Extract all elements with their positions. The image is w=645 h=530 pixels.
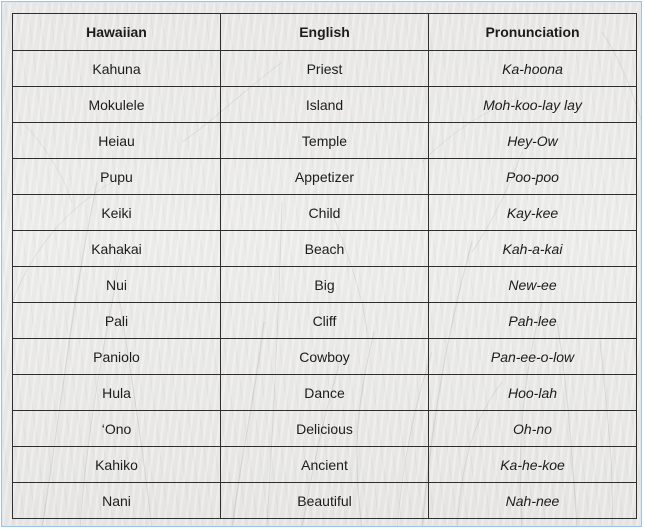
table-row [13, 231, 637, 267]
hawaiian-word: Keiki [13, 195, 221, 231]
pronunciation: Ka-hoona [429, 51, 637, 87]
table-row [13, 375, 637, 411]
hawaiian-word: Pupu [13, 159, 221, 195]
english-word: Temple [221, 123, 429, 159]
pronunciation: Nah-nee [429, 483, 637, 519]
english-word: Appetizer [221, 159, 429, 195]
hawaiian-word: Kahakai [13, 231, 221, 267]
pronunciation: Moh-koo-lay lay [429, 87, 637, 123]
hawaiian-word: Paniolo [13, 339, 221, 375]
english-word: Priest [221, 51, 429, 87]
table-header-row [13, 14, 637, 51]
table-row [13, 483, 637, 519]
hawaiian-word: Pali [13, 303, 221, 339]
pronunciation: Oh-no [429, 411, 637, 447]
hawaiian-word: Heiau [13, 123, 221, 159]
pronunciation: Hey-Ow [429, 123, 637, 159]
english-word: Beautiful [221, 483, 429, 519]
hawaiian-word: Kahuna [13, 51, 221, 87]
pronunciation: Kay-kee [429, 195, 637, 231]
table-row [13, 123, 637, 159]
english-word: Island [221, 87, 429, 123]
table-row [13, 159, 637, 195]
english-word: Cowboy [221, 339, 429, 375]
column-header-english: English [221, 14, 429, 51]
column-header-pronunciation: Pronunciation [429, 14, 637, 51]
english-word: Delicious [221, 411, 429, 447]
pronunciation: Hoo-lah [429, 375, 637, 411]
table-row [13, 87, 637, 123]
hawaiian-word: Nani [13, 483, 221, 519]
hawaiian-vocabulary-table [12, 13, 637, 519]
pronunciation: Pah-lee [429, 303, 637, 339]
table-row [13, 339, 637, 375]
english-word: Big [221, 267, 429, 303]
pronunciation: Pan-ee-o-low [429, 339, 637, 375]
column-header-hawaiian: Hawaiian [13, 14, 221, 51]
document-frame [1, 1, 642, 527]
table-row [13, 447, 637, 483]
hawaiian-word: Kahiko [13, 447, 221, 483]
pronunciation: Poo-poo [429, 159, 637, 195]
english-word: Ancient [221, 447, 429, 483]
hawaiian-word: Nui [13, 267, 221, 303]
hawaiian-word: Mokulele [13, 87, 221, 123]
english-word: Beach [221, 231, 429, 267]
table-row [13, 411, 637, 447]
table-row [13, 267, 637, 303]
pronunciation: Ka-he-koe [429, 447, 637, 483]
hawaiian-word: Hula [13, 375, 221, 411]
table-row [13, 303, 637, 339]
hawaiian-word: ‘Ono [13, 411, 221, 447]
english-word: Dance [221, 375, 429, 411]
english-word: Child [221, 195, 429, 231]
table-row [13, 51, 637, 87]
pronunciation: Kah-a-kai [429, 231, 637, 267]
english-word: Cliff [221, 303, 429, 339]
table-row [13, 195, 637, 231]
pronunciation: New-ee [429, 267, 637, 303]
